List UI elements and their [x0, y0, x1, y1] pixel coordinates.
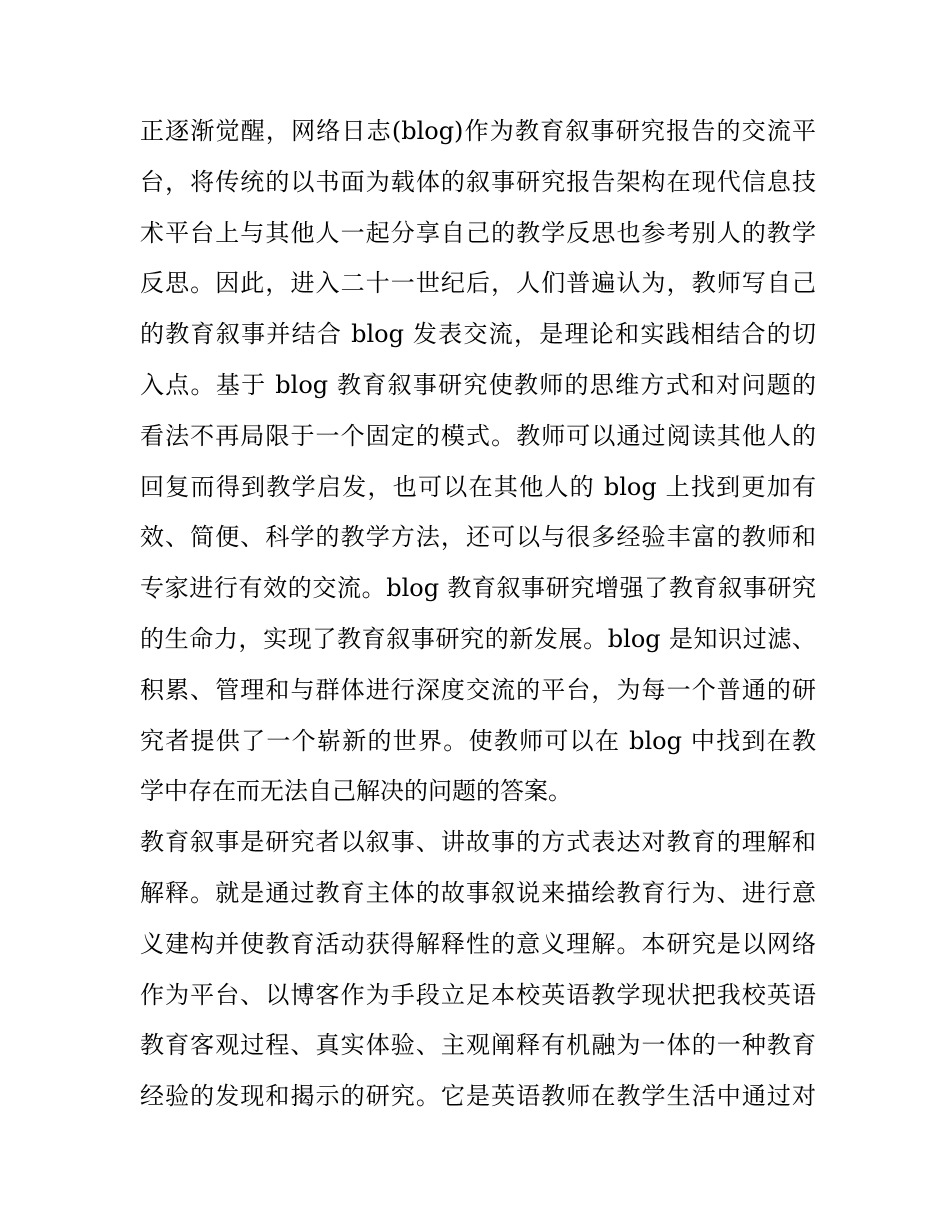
text-line: 教育客观过程、真实体验、主观阐释有机融为一体的一种教育	[140, 1031, 816, 1060]
text-line: 效、简便、科学的教学方法，还可以与很多经验丰富的教师和	[140, 523, 816, 552]
text-line: 看法不再局限于一个固定的模式。教师可以通过阅读其他人的	[140, 421, 816, 450]
text-line: 回复而得到教学启发，也可以在其他人的 blog 上找到更加有	[140, 472, 816, 501]
body-text	[140, 106, 816, 1122]
text-line: 解释。就是通过教育主体的故事叙说来描绘教育行为、进行意	[140, 878, 816, 907]
text-line: 究者提供了一个崭新的世界。使教师可以在 blog 中找到在教	[140, 726, 816, 755]
text-line: 学中存在而无法自己解决的问题的答案。	[140, 777, 572, 806]
paragraph-2	[140, 817, 816, 1122]
paragraph-1	[140, 106, 816, 817]
text-line: 台，将传统的以书面为载体的叙事研究报告架构在现代信息技	[140, 167, 816, 196]
text-line: 入点。基于 blog 教育叙事研究使教师的思维方式和对问题的	[140, 370, 816, 399]
text-line: 教育叙事是研究者以叙事、讲故事的方式表达对教育的理解和	[140, 828, 816, 857]
text-line: 正逐渐觉醒，网络日志(blog)作为教育叙事研究报告的交流平	[140, 117, 816, 145]
text-line: 反思。因此，进入二十一世纪后，人们普遍认为，教师写自己	[140, 269, 816, 298]
text-line: 经验的发现和揭示的研究。它是英语教师在教学生活中通过对	[140, 1082, 816, 1111]
text-line: 作为平台、以博客作为手段立足本校英语教学现状把我校英语	[140, 980, 816, 1009]
text-line: 的生命力，实现了教育叙事研究的新发展。blog 是知识过滤、	[140, 624, 816, 653]
text-line: 专家进行有效的交流。blog 教育叙事研究增强了教育叙事研究	[140, 574, 816, 603]
text-line: 术平台上与其他人一起分享自己的教学反思也参考别人的教学	[140, 218, 816, 247]
text-line: 的教育叙事并结合 blog 发表交流，是理论和实践相结合的切	[140, 320, 816, 349]
text-line: 积累、管理和与群体进行深度交流的平台，为每一个普通的研	[140, 675, 816, 704]
text-line: 义建构并使教育活动获得解释性的意义理解。本研究是以网络	[140, 929, 816, 958]
